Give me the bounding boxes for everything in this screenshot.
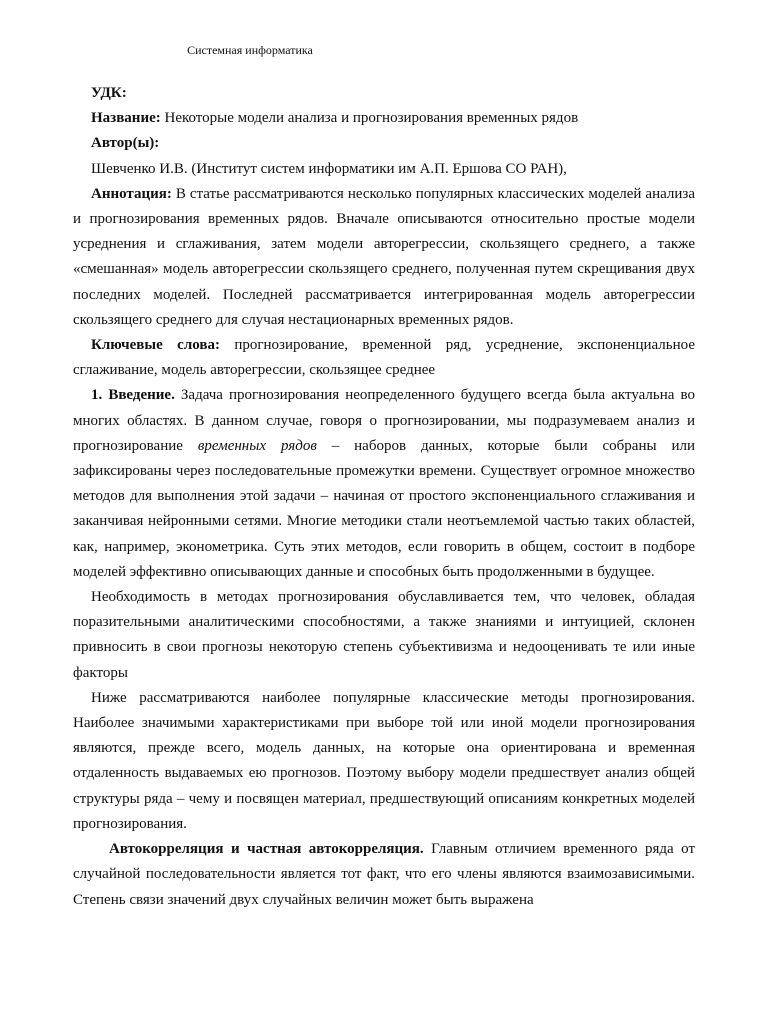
autocorrelation-text: Главным отличием временного ряда от случайной последовательности является тот факт, что его члены являются взаимозависимыми. Степень связи значений двух случайных величин может быть выражена (73, 841, 696, 908)
intro-text-after: – наборов данных, которые были собраны или зафиксированы через последовательные промежутки времени. Существует огромное множество методов для выполнения этой задачи – начиная от простого экспоненциального сглаживания и заканчивая нейронными сетями. Многие методики стали неотъемлемой частью таких областей, как, например, эконометрика. Суть этих методов, если говорить в общем, состоит в подборе моделей эффективно описывающих данные и способных быть продолженными в будущее. (73, 437, 695, 580)
annotation-paragraph (73, 182, 695, 333)
annotation-label: Аннотация: (91, 185, 172, 202)
intro-italic-term: временных рядов (197, 437, 317, 454)
intro-paragraph-3: Ниже рассматриваются наиболее популярные классические методы прогнозирования. Наиболее значимыми характеристиками при выборе той или иной модели прогнозирования являются, прежде всего, модель данных, на которые она ориентирована и временная отдаленность выдаваемых ею прогнозов. Поэтому выбору модели предшествует анализ общей структуры ряда – чему и посвящен материал, предшествующий описаниям конкретных моделей прогнозирования. (73, 689, 695, 832)
title-label: Название: (91, 110, 161, 127)
udk-label: УДК: (91, 85, 127, 101)
intro-text-before: Задача прогнозирования неопределенного будущего всегда была актуальна во многих областях. В данном случае, говоря о прогнозировании, мы подразумеваем анализ и прогнозирование (73, 387, 695, 454)
title-line (73, 106, 695, 131)
authors-line (73, 157, 695, 182)
running-header: Системная информатика (187, 43, 313, 57)
annotation-text: В статье рассматриваются несколько популярных классических моделей анализа и прогнозирования временных рядов. Вначале описываются относительно простые модели усреднения и сглаживания, затем модели авторегрессии, скользящего среднего, а также «смешанная» модель авторегрессии скользящего среднего, полученная путем скрещивания двух последних моделей. Последней рассматривается интегрированная модель авторегрессии скользящего среднего для случая нестационарных временных рядов. (73, 185, 695, 328)
keywords-paragraph (73, 333, 695, 383)
document-body (73, 81, 695, 913)
authors-label-line (73, 131, 695, 156)
keywords-label: Ключевые слова: (91, 337, 220, 354)
title-value: Некоторые модели анализа и прогнозирования временных рядов (160, 110, 579, 127)
autocorrelation-heading: Автокорреляция и частная автокорреляция. (109, 841, 424, 858)
intro-paragraph-2: Необходимость в методах прогнозирования обуславливается тем, что человек, обладая поразительными аналитическими способностями, а также знаниями и интуицией, склонен привносить в свои прогнозы некоторую степень субъективизма и недооценивать те или иные факторы (73, 589, 695, 681)
authors-label: Автор(ы): (91, 135, 160, 152)
udk-line (73, 81, 695, 106)
intro-paragraph-1 (73, 383, 695, 585)
keywords-text: прогнозирование, временной ряд, усреднение, экспоненциальное сглаживание, модель авторегрессии, скользящее среднее (73, 337, 695, 379)
autocorrelation-paragraph (73, 837, 695, 913)
intro-heading: 1. Введение. (91, 387, 175, 404)
authors-value: Шевченко И.В. (Институт систем информатики им А.П. Ершова СО РАН), (91, 160, 567, 177)
